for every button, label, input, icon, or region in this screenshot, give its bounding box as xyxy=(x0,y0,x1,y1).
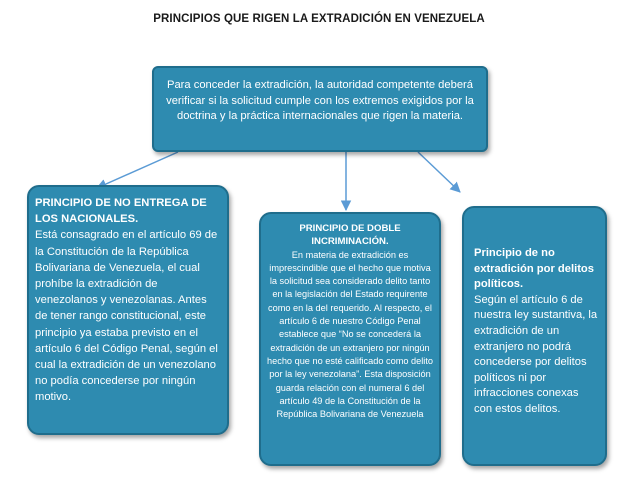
arrow-to-left-box xyxy=(97,152,178,188)
principle-heading-doble-incriminacion: PRINCIPIO DE DOBLE INCRIMINACIÓN. xyxy=(299,223,401,248)
principle-body-doble-incriminacion: En materia de extradición es imprescindible que el hecho que motiva la solicitud sea considerado delito tanto en la legislación del Estado requirente como en la del requerido. Al respecto, el artículo 6 de nuestro Código Penal establece que “No se concederá la extradición de un extranjero por ningún hecho que no esté calificado como delito por la ley venezolana”. Esta disposición guarda relación con el numeral 6 del artículo 49 de la Constitución de la República Bolivariana de Venezuela xyxy=(267,249,433,420)
principle-text-no-entrega xyxy=(35,195,221,406)
diagram-title: PRINCIPIOS QUE RIGEN LA EXTRADICIÓN EN VENEZUELA xyxy=(153,13,485,25)
principle-heading-delitos-politicos: Principio de no extradición por delitos políticos. xyxy=(474,247,594,291)
central-statement-box xyxy=(152,66,488,152)
arrow-to-right-box xyxy=(418,152,460,192)
principle-text-delitos-politicos xyxy=(474,246,599,418)
principle-text-doble-incriminacion xyxy=(265,222,435,421)
principle-body-delitos-politicos: Según el artículo 6 de nuestra ley sustantiva, la extradición de un extranjero no podrá concederse por delitos políticos ni por infracciones conexas con estos delitos. xyxy=(474,293,598,415)
principle-box-delitos-politicos xyxy=(462,206,607,466)
central-statement-text: Para conceder la extradición, la autoridad competente deberá verificar si la solicitud cumple con los extremos exigidos por la doctrina y la práctica internacionales que rigen la materia. xyxy=(166,79,474,122)
principle-body-no-entrega: Está consagrado en el artículo 69 de la Constitución de la República Bolivariana de Venezuela, el cual prohíbe la extradición de venezolanos y venezolanas. Antes de tener rango constitucional, este principio ya estaba previsto en el artículo 6 del Código Penal, según el cual la extradición de un venezolano no podía concederse por ningún motivo. xyxy=(35,229,218,404)
principle-heading-no-entrega: PRINCIPIO DE NO ENTREGA DE LOS NACIONALES. xyxy=(35,197,207,226)
principle-box-no-entrega xyxy=(27,185,229,435)
principle-box-doble-incriminacion xyxy=(259,212,441,466)
